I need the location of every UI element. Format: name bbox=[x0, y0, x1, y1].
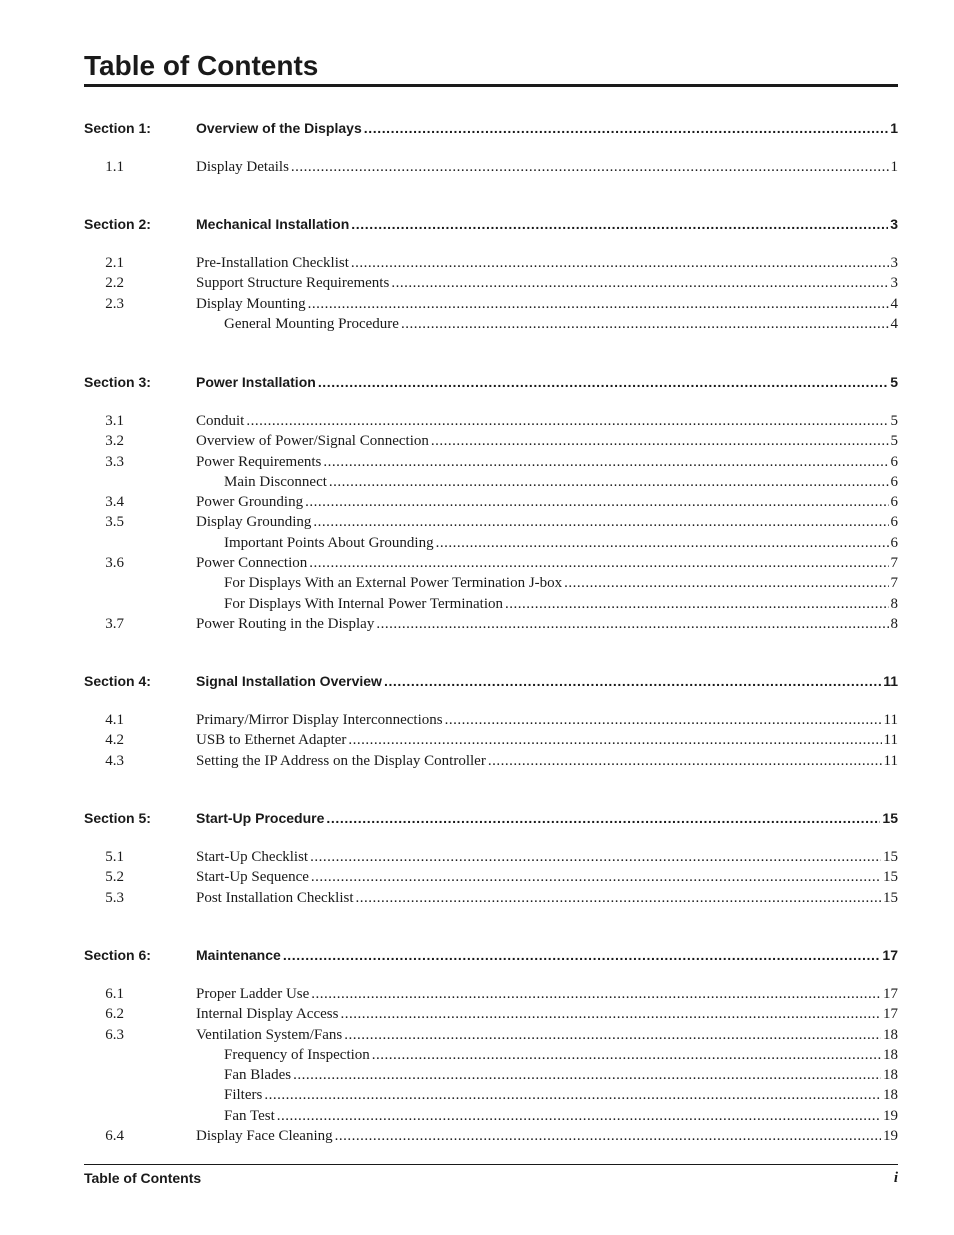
dot-leader bbox=[344, 1025, 881, 1045]
dot-leader bbox=[376, 614, 888, 634]
section-page-number: 11 bbox=[883, 673, 898, 689]
entry-page-number: 6 bbox=[890, 473, 898, 490]
dot-leader bbox=[372, 1045, 881, 1065]
footer-rule bbox=[84, 1164, 898, 1165]
footer-page-number: i bbox=[893, 1170, 898, 1186]
toc-subentry[interactable] bbox=[84, 594, 898, 614]
dot-leader bbox=[335, 1126, 881, 1146]
toc-entry[interactable] bbox=[84, 984, 898, 1004]
entry-title: Ventilation System/Fans bbox=[196, 1026, 343, 1043]
toc-entry[interactable] bbox=[84, 1025, 898, 1045]
entry-page-number: 6 bbox=[890, 453, 898, 470]
entry-title: Main Disconnect bbox=[224, 473, 327, 490]
section-heading-row[interactable] bbox=[84, 671, 898, 691]
entry-page-number: 8 bbox=[890, 595, 898, 612]
entry-title: Important Points About Grounding bbox=[224, 534, 434, 551]
dot-leader bbox=[323, 452, 888, 472]
section-title: Power Installation bbox=[196, 374, 316, 390]
entry-page-number: 18 bbox=[883, 1046, 898, 1063]
dot-leader bbox=[351, 214, 888, 234]
entry-page-number: 15 bbox=[883, 889, 898, 906]
dot-leader bbox=[364, 118, 888, 138]
entry-title: Post Installation Checklist bbox=[196, 889, 354, 906]
toc-subentry[interactable] bbox=[84, 472, 898, 492]
entry-title: Setting the IP Address on the Display Controller bbox=[196, 752, 486, 769]
dot-leader bbox=[313, 512, 888, 532]
section-title: Overview of the Displays bbox=[196, 120, 362, 136]
toc-subentry[interactable] bbox=[84, 1045, 898, 1065]
dot-leader bbox=[391, 273, 888, 293]
dot-leader bbox=[384, 671, 881, 691]
toc-entry[interactable] bbox=[84, 411, 898, 431]
dot-leader bbox=[277, 1106, 881, 1126]
toc-subentry[interactable] bbox=[84, 314, 898, 334]
section-heading-row[interactable] bbox=[84, 372, 898, 392]
toc-entry[interactable] bbox=[84, 847, 898, 867]
entry-number: 3.5 bbox=[105, 514, 124, 531]
section-page-number: 15 bbox=[882, 810, 898, 826]
section-title: Maintenance bbox=[196, 947, 281, 963]
entry-title: Conduit bbox=[196, 413, 245, 429]
entry-title: Start-Up Sequence bbox=[196, 869, 309, 886]
entry-page-number: 11 bbox=[883, 752, 898, 769]
entry-page-number: 17 bbox=[883, 1006, 898, 1023]
toc-subentry[interactable] bbox=[84, 533, 898, 553]
dot-leader bbox=[348, 730, 881, 750]
entry-number: 3.4 bbox=[105, 494, 124, 511]
section-label: Section 6: bbox=[84, 947, 151, 963]
entry-title: USB to Ethernet Adapter bbox=[196, 732, 347, 749]
entry-title: General Mounting Procedure bbox=[224, 315, 399, 332]
entry-page-number: 11 bbox=[883, 732, 898, 749]
entry-page-number: 18 bbox=[883, 1026, 898, 1043]
entry-page-number: 1 bbox=[890, 159, 898, 175]
section-heading-row[interactable] bbox=[84, 808, 898, 828]
toc-entry[interactable] bbox=[84, 614, 898, 634]
section-page-number: 5 bbox=[890, 374, 898, 390]
entry-number: 3.3 bbox=[105, 453, 124, 470]
entry-number: 3.1 bbox=[105, 413, 124, 429]
dot-leader bbox=[401, 314, 889, 334]
toc-subentry[interactable] bbox=[84, 1065, 898, 1085]
section-label: Section 4: bbox=[84, 673, 151, 689]
toc-entry[interactable] bbox=[84, 492, 898, 512]
entry-page-number: 3 bbox=[890, 275, 898, 292]
toc-subentry[interactable] bbox=[84, 1085, 898, 1105]
section-page-number: 1 bbox=[890, 120, 898, 136]
page-title: Table of Contents bbox=[84, 50, 319, 81]
toc-section bbox=[84, 118, 898, 177]
dot-leader bbox=[309, 553, 888, 573]
entry-page-number: 6 bbox=[890, 534, 898, 551]
entry-title: Power Requirements bbox=[196, 453, 322, 470]
entry-number: 6.3 bbox=[105, 1026, 124, 1043]
section-heading-row[interactable] bbox=[84, 214, 898, 234]
entry-page-number: 3 bbox=[890, 255, 898, 271]
entry-number: 3.6 bbox=[105, 555, 124, 572]
entry-number: 5.3 bbox=[105, 889, 124, 906]
entry-title: Power Routing in the Display bbox=[196, 615, 375, 632]
toc-subentry[interactable] bbox=[84, 573, 898, 593]
section-title: Start-Up Procedure bbox=[196, 810, 325, 826]
toc-entry[interactable] bbox=[84, 294, 898, 314]
entry-title: For Displays With an External Power Termination J-box bbox=[224, 575, 563, 592]
entry-number: 2.3 bbox=[105, 295, 124, 312]
entry-title: Internal Display Access bbox=[196, 1006, 339, 1023]
dot-leader bbox=[436, 533, 889, 553]
section-label: Section 2: bbox=[84, 216, 151, 232]
toc-section bbox=[84, 372, 898, 634]
entry-page-number: 19 bbox=[883, 1128, 898, 1145]
dot-leader bbox=[311, 867, 881, 887]
entry-page-number: 5 bbox=[890, 413, 898, 429]
dot-leader bbox=[505, 594, 888, 614]
entry-title: Fan Test bbox=[224, 1107, 275, 1124]
entry-number: 2.2 bbox=[105, 275, 124, 292]
entry-page-number: 6 bbox=[890, 514, 898, 531]
entry-title: Fan Blades bbox=[224, 1067, 292, 1084]
entry-number: 5.2 bbox=[105, 869, 124, 886]
toc-entry[interactable] bbox=[84, 867, 898, 887]
entry-page-number: 15 bbox=[883, 849, 898, 865]
dot-leader bbox=[356, 888, 882, 908]
dot-leader bbox=[283, 945, 881, 965]
toc-entry[interactable] bbox=[84, 512, 898, 532]
entry-title: Display Details bbox=[196, 159, 289, 175]
toc-entry[interactable] bbox=[84, 730, 898, 750]
entry-number: 6.4 bbox=[105, 1128, 124, 1145]
dot-leader bbox=[308, 294, 889, 314]
entry-title: Support Structure Requirements bbox=[196, 275, 390, 292]
entry-title: Frequency of Inspection bbox=[224, 1046, 370, 1063]
dot-leader bbox=[326, 808, 880, 828]
dot-leader bbox=[329, 472, 889, 492]
section-label: Section 3: bbox=[84, 374, 151, 390]
dot-leader bbox=[293, 1065, 881, 1085]
entry-page-number: 7 bbox=[890, 575, 898, 592]
toc-entry[interactable] bbox=[84, 431, 898, 451]
toc-entry[interactable] bbox=[84, 253, 898, 273]
entry-number: 1.1 bbox=[105, 159, 124, 175]
entry-title: Start-Up Checklist bbox=[196, 849, 309, 865]
toc-entry[interactable] bbox=[84, 1126, 898, 1146]
dot-leader bbox=[318, 372, 888, 392]
dot-leader bbox=[246, 411, 888, 431]
toc-entry[interactable] bbox=[84, 452, 898, 472]
entry-title: Power Grounding bbox=[196, 494, 304, 511]
entry-title: Power Connection bbox=[196, 555, 308, 572]
toc-section bbox=[84, 671, 898, 771]
entry-page-number: 18 bbox=[883, 1087, 898, 1104]
toc-entry[interactable] bbox=[84, 553, 898, 573]
entry-title: Display Grounding bbox=[196, 514, 312, 531]
entry-page-number: 5 bbox=[890, 433, 898, 450]
entry-number: 4.2 bbox=[105, 732, 124, 749]
toc-entry[interactable] bbox=[84, 888, 898, 908]
entry-number: 4.1 bbox=[105, 712, 124, 728]
entry-page-number: 8 bbox=[890, 615, 898, 632]
section-title: Mechanical Installation bbox=[196, 216, 350, 232]
entry-number: 3.2 bbox=[105, 433, 124, 450]
section-heading-row[interactable] bbox=[84, 945, 898, 965]
entry-page-number: 15 bbox=[883, 869, 898, 886]
entry-page-number: 11 bbox=[883, 712, 898, 728]
entry-title: Display Mounting bbox=[196, 295, 306, 312]
dot-leader bbox=[340, 1004, 881, 1024]
entry-number: 2.1 bbox=[105, 255, 124, 271]
entry-number: 5.1 bbox=[105, 849, 124, 865]
footer-title: Table of Contents bbox=[84, 1170, 202, 1186]
entry-title: Proper Ladder Use bbox=[196, 986, 310, 1002]
toc-entry[interactable] bbox=[84, 751, 898, 771]
section-page-number: 17 bbox=[882, 947, 898, 963]
dot-leader bbox=[431, 431, 889, 451]
dot-leader bbox=[488, 751, 882, 771]
toc-entry[interactable] bbox=[84, 157, 898, 177]
entry-title: Display Face Cleaning bbox=[196, 1128, 333, 1145]
toc-entry[interactable] bbox=[84, 1004, 898, 1024]
dot-leader bbox=[311, 984, 881, 1004]
section-title: Signal Installation Overview bbox=[196, 673, 382, 689]
toc-subentry[interactable] bbox=[84, 1106, 898, 1126]
entry-page-number: 17 bbox=[883, 986, 898, 1002]
toc-entry[interactable] bbox=[84, 273, 898, 293]
entry-page-number: 6 bbox=[890, 494, 898, 511]
dot-leader bbox=[264, 1085, 881, 1105]
dot-leader bbox=[305, 492, 888, 512]
entry-page-number: 18 bbox=[883, 1067, 898, 1084]
entry-number: 3.7 bbox=[105, 615, 124, 632]
dot-leader bbox=[351, 253, 889, 273]
section-page-number: 3 bbox=[890, 216, 898, 232]
entry-page-number: 7 bbox=[890, 555, 898, 572]
toc-entry[interactable] bbox=[84, 710, 898, 730]
entry-title: For Displays With Internal Power Termination bbox=[224, 595, 504, 612]
entry-title: Primary/Mirror Display Interconnections bbox=[196, 712, 443, 728]
section-label: Section 5: bbox=[84, 810, 151, 826]
section-heading-row[interactable] bbox=[84, 118, 898, 138]
entry-page-number: 4 bbox=[890, 295, 898, 312]
entry-number: 4.3 bbox=[105, 752, 124, 769]
entry-page-number: 4 bbox=[890, 315, 898, 332]
toc-section bbox=[84, 808, 898, 908]
entry-title: Overview of Power/Signal Connection bbox=[196, 433, 429, 450]
dot-leader bbox=[310, 847, 881, 867]
toc-section bbox=[84, 214, 898, 334]
dot-leader bbox=[445, 710, 882, 730]
toc-section bbox=[84, 945, 898, 1146]
dot-leader bbox=[564, 573, 888, 593]
entry-number: 6.1 bbox=[105, 986, 124, 1002]
entry-title: Filters bbox=[224, 1087, 263, 1104]
dot-leader bbox=[291, 157, 889, 177]
title-rule bbox=[84, 84, 898, 87]
entry-title: Pre-Installation Checklist bbox=[196, 255, 349, 271]
section-label: Section 1: bbox=[84, 120, 151, 136]
entry-number: 6.2 bbox=[105, 1006, 124, 1023]
entry-page-number: 19 bbox=[883, 1107, 898, 1124]
